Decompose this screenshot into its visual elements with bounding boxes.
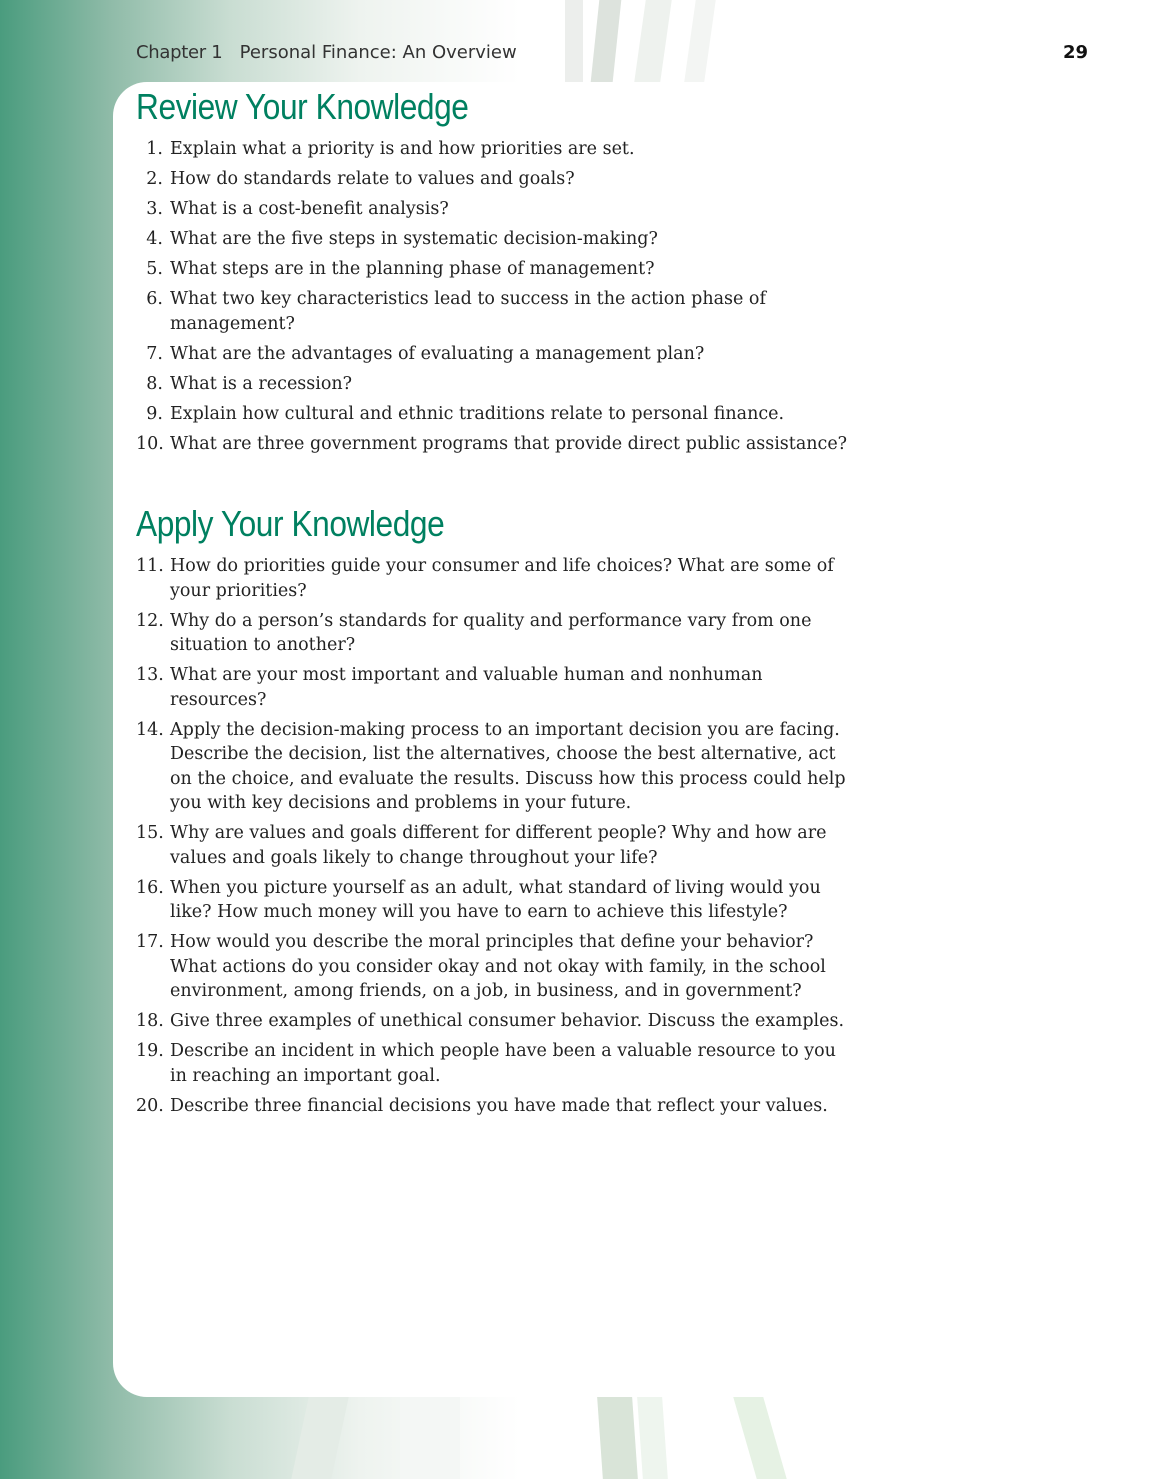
- decorative-stripe: [591, 0, 622, 82]
- question-item: [136, 227, 856, 252]
- question-item: [136, 1009, 856, 1034]
- question-number: 15.: [136, 823, 164, 843]
- question-text: Explain how cultural and ethnic traditions relate to personal finance.: [170, 403, 785, 424]
- decorative-stripe: [634, 0, 672, 82]
- question-number: 14.: [136, 719, 164, 740]
- question-number: 18.: [136, 1011, 164, 1031]
- question-item: [136, 372, 856, 397]
- question-text: What is a cost-benefit analysis?: [170, 199, 449, 219]
- apply-heading: Apply Your Knowledge: [136, 503, 445, 544]
- question-text: Why do a person’s standards for quality and performance vary from one situation to another?: [170, 610, 812, 655]
- decorative-stripe: [684, 0, 716, 82]
- question-item: [136, 821, 856, 870]
- decorative-stripe: [291, 1397, 348, 1479]
- decorative-stripe: [733, 1397, 787, 1479]
- question-item: [136, 609, 856, 658]
- question-item: [136, 167, 856, 192]
- question-item: [136, 718, 856, 816]
- question-number: 9.: [146, 403, 163, 424]
- question-text: Explain what a priority is and how priorities are set.: [170, 139, 635, 159]
- question-item: [136, 1039, 856, 1088]
- question-item: [136, 930, 856, 1004]
- question-text: What two key characteristics lead to success in the action phase of management?: [170, 289, 766, 334]
- question-text: When you picture yourself as an adult, what standard of living would you like? How much money will you have to earn to achieve this lifestyle?: [170, 877, 821, 922]
- question-text: Give three examples of unethical consumer behavior. Discuss the examples.: [170, 1011, 845, 1031]
- question-text: What are the advantages of evaluating a management plan?: [170, 343, 705, 364]
- page-number: 29: [1062, 42, 1088, 63]
- question-item: [136, 287, 856, 336]
- decorative-stripe: [597, 1397, 638, 1479]
- decorative-stripe: [400, 1397, 460, 1479]
- question-number: 19.: [136, 1041, 164, 1061]
- question-text: What are three government programs that provide direct public assistance?: [170, 433, 848, 454]
- question-item: [136, 137, 856, 162]
- question-number: 2.: [146, 169, 163, 189]
- decorative-stripe: [565, 0, 583, 82]
- question-item: [136, 402, 856, 427]
- question-number: 8.: [146, 373, 163, 394]
- decorative-stripe: [637, 1397, 668, 1479]
- question-number: 11.: [136, 556, 164, 576]
- question-text: Describe three financial decisions you have made that reflect your values.: [170, 1095, 828, 1116]
- question-text: What steps are in the planning phase of management?: [170, 259, 655, 279]
- question-item: [136, 554, 856, 603]
- running-header: [136, 42, 1088, 63]
- review-heading: Review Your Knowledge: [136, 86, 469, 127]
- question-text: Apply the decision-making process to an important decision you are facing. Describe the decision, list the alternatives, choose the best alternative, act on the choice, and evaluate the results. Discuss how this process could help you with key decisions and problems in your future.: [170, 719, 846, 813]
- question-item: [136, 876, 856, 925]
- question-number: 16.: [136, 877, 164, 898]
- question-text: What is a recession?: [170, 373, 353, 394]
- question-text: How do standards relate to values and goals?: [170, 169, 575, 189]
- question-number: 20.: [136, 1095, 164, 1116]
- chapter-label: Chapter 1: [136, 42, 223, 63]
- question-number: 4.: [146, 229, 163, 249]
- question-item: [136, 1094, 856, 1119]
- review-question-list: [136, 137, 856, 462]
- question-number: 7.: [146, 343, 163, 364]
- chapter-title: Personal Finance: An Overview: [239, 42, 517, 63]
- question-number: 17.: [136, 932, 164, 952]
- question-number: 13.: [136, 665, 164, 685]
- question-number: 6.: [146, 289, 163, 309]
- question-number: 10.: [136, 433, 164, 454]
- question-text: Why are values and goals different for different people? Why and how are values and goals likely to change throughout your life?: [170, 823, 827, 868]
- question-item: [136, 663, 856, 712]
- question-text: How do priorities guide your consumer and life choices? What are some of your priorities?: [170, 556, 834, 601]
- question-number: 12.: [136, 610, 164, 631]
- question-text: What are the five steps in systematic decision-making?: [170, 229, 658, 249]
- question-number: 3.: [146, 199, 163, 219]
- question-item: [136, 432, 856, 457]
- question-item: [136, 197, 856, 222]
- question-number: 1.: [146, 139, 163, 159]
- apply-question-list: [136, 554, 856, 1124]
- question-text: What are your most important and valuable human and nonhuman resources?: [170, 665, 763, 710]
- question-item: [136, 342, 856, 367]
- question-number: 5.: [146, 259, 163, 279]
- question-text: How would you describe the moral principles that define your behavior? What actions do you consider okay and not okay with family, in the school environment, among friends, on a job, in business, and in government?: [170, 932, 826, 1001]
- question-item: [136, 257, 856, 282]
- question-text: Describe an incident in which people have been a valuable resource to you in reaching an important goal.: [170, 1041, 836, 1086]
